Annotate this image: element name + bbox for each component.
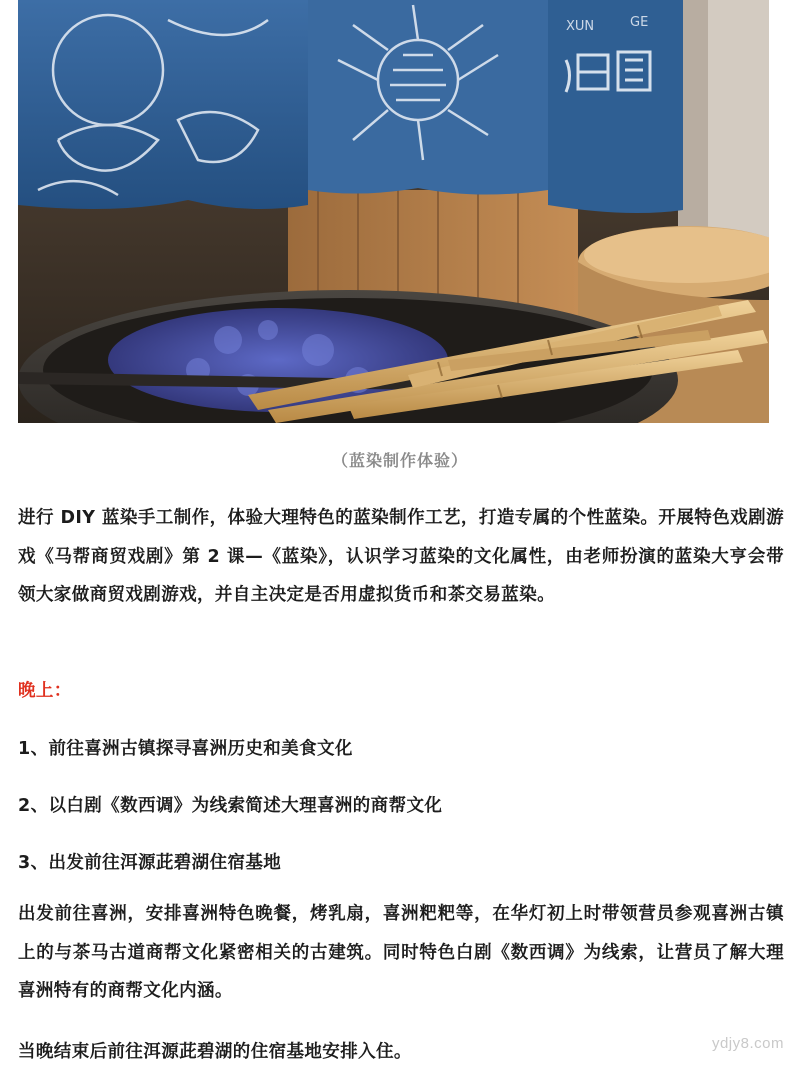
site-watermark: ydjy8.com — [711, 1035, 784, 1052]
intro-paragraph: 进行 DIY 蓝染手工制作，体验大理特色的蓝染制作工艺，打造专属的个性蓝染。开展特色戏剧游戏《马帮商贸戏剧》第 2 课—《蓝染》，认识学习蓝染的文化属性，由老师扮演的蓝染大亨会带领大家做商贸戏剧游戏，并自主决定是否用虚拟货币和茶交易蓝染。 — [18, 508, 784, 605]
evening-heading: 晚上： — [18, 681, 72, 701]
evening-item: 1、前往喜洲古镇探寻喜洲历史和美食文化 — [18, 739, 353, 759]
photo-caption: （蓝染制作体验） — [331, 451, 468, 470]
indigo-dye-photo — [18, 0, 769, 423]
svg-text:XUN: XUN — [566, 19, 595, 34]
evening-item: 2、以白剧《数西调》为线索简述大理喜洲的商帮文化 — [18, 796, 443, 816]
closing-paragraph: 当晚结束后前往洱源茈碧湖的住宿基地安排入住。 — [18, 1042, 412, 1062]
svg-text:GE: GE — [630, 15, 649, 30]
evening-paragraph: 出发前往喜洲，安排喜洲特色晚餐，烤乳扇，喜洲粑粑等，在华灯初上时带领营员参观喜洲古镇上的与茶马古道商帮文化紧密相关的古建筑。同时特色白剧《数西调》为线索，让营员了解大理喜洲特有的商帮文化内涵。 — [18, 904, 784, 1001]
evening-item: 3、出发前往洱源茈碧湖住宿基地 — [18, 853, 282, 873]
